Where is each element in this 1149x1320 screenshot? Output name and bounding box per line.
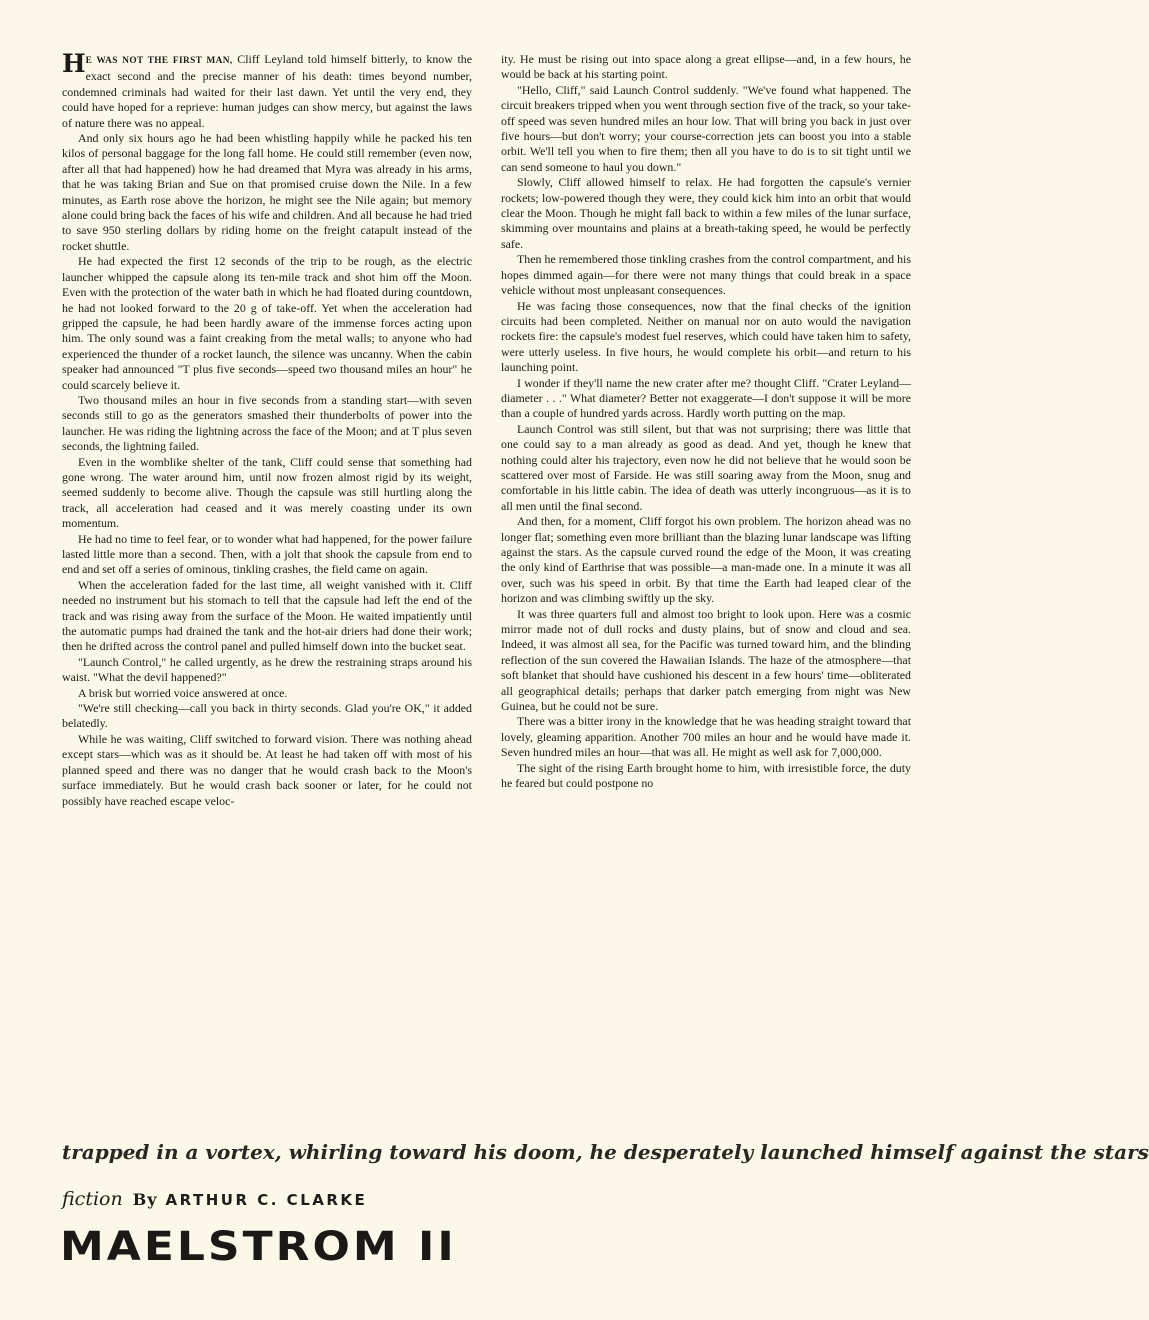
story-paragraph: "Launch Control," he called urgently, as he drew the restraining straps around his waist. "What the devil happened?" bbox=[62, 654, 472, 685]
drop-cap: H bbox=[62, 49, 85, 78]
story-paragraph: Two thousand miles an hour in five seconds from a standing start—with seven seconds still to go as the generators smashed their thunderbolts of power into the launcher. He was riding the lightning across the face of the Moon; and at T plus seven seconds, the lightning failed. bbox=[62, 392, 472, 454]
lead-in: E WAS NOT THE FIRST MAN, bbox=[85, 56, 233, 66]
story-paragraph: "Hello, Cliff," said Launch Control suddenly. "We've found what happened. The circuit breakers tripped when you went through section five of the track, so your take-off speed was seven hundred miles an hour low. That will bring you back in just over five hours—but don't worry; your course-correction jets can boost you into a stable orbit. We'll tell you when to fire them; then all you have to do is to sit tight until we can send someone to haul you down." bbox=[501, 82, 911, 174]
story-paragraph: There was a bitter irony in the knowledge that he was heading straight toward that lovely, gleaming apparition. Another 700 miles an hour and he would have made it. Seven hundred miles an hour—that was all. He might as well ask for 7,000,000. bbox=[501, 714, 911, 760]
story-paragraph: A brisk but worried voice answered at once. bbox=[78, 685, 288, 700]
story-paragraph: He had expected the first 12 seconds of the trip to be rough, as the electric launcher whipped the capsule along its ten-mile track and shot him off the Moon. Even with the protection of the water bath in which he had floated during countdown, he had not looked forward to the 20 g of take-off. Yet when the acceleration had gripped the capsule, he had been hardly aware of the immense forces acting upon him. The only sound was a faint creaking from the metal walls; to anyone who had experienced the thunder of a rocket launch, the silence was uncanny. When the cabin speaker had announced "T plus five seconds—speed two thousand miles an hour" he could scarcely believe it. bbox=[62, 254, 472, 392]
byline-category: fiction bbox=[62, 1188, 123, 1210]
story-paragraph: Slowly, Cliff allowed himself to relax. He had forgotten the capsule's vernier rockets; low-powered though they were, they could kick him into an orbit that would clear the Moon. Though he might fall back to within a few miles of the lunar surface, skimming over mountains and plains at a breath-taking speed, he would be perfectly safe. bbox=[501, 175, 911, 251]
story-paragraph: "We're still checking—call you back in thirty seconds. Glad you're OK," it added belatedly. bbox=[62, 701, 472, 731]
story-paragraph: I wonder if they'll name the new crater after me? thought Cliff. "Crater Leyland—diameter . . ." What diameter? Better not exaggerate—I don't suppose it will be more than a couple of hundred yards across. Hardly worth putting on the map. bbox=[501, 375, 911, 421]
story-paragraph: Then he remembered those tinkling crashes from the control compartment, and his hopes dimmed again—for there were not many things that could break in a space vehicle without most unpleasant consequences. bbox=[501, 252, 911, 298]
byline-author: ARTHUR C. CLARKE bbox=[165, 1191, 368, 1209]
story-paragraph: While he was waiting, Cliff switched to forward vision. There was nothing ahead except stars—which was as it should be. At least he had taken off with most of his planned speed and there was no danger that he would crash back to the Moon's surface immediately. But he would crash back sooner or later, for he could not possibly have reached escape veloc- bbox=[62, 731, 472, 808]
story-paragraph: The sight of the rising Earth brought home to him, with irresistible force, the duty he feared but could postpone no bbox=[501, 760, 911, 791]
story-paragraph: ity. He must be rising out into space along a great ellipse—and, in a few hours, he would be back at his starting point. bbox=[501, 52, 911, 82]
story-tagline: trapped in a vortex, whirling toward his doom, he desperately launched himself against the stars bbox=[62, 1140, 1149, 1164]
byline-by: By bbox=[132, 1190, 158, 1209]
story-paragraph: When the acceleration faded for the last time, all weight vanished with it. Cliff needed no instrument but his stomach to tell that the capsule had left the end of the track and was rising away from the surface of the Moon. He waited impatiently until the automatic pumps had drained the tank and the hot-air driers had done their work; then he drifted across the control panel and pulled himself down into the bucket seat. bbox=[62, 577, 472, 654]
story-paragraph: Even in the womblike shelter of the tank, Cliff could sense that something had gone wrong. The water around him, until now frozen almost rigid by its weight, seemed suddenly to become alive. Though the capsule was still hurtling along the track, all acceleration had ceased and it was merely coasting under its own momentum. bbox=[62, 454, 472, 531]
story-paragraph: He had no time to feel fear, or to wonder what had happened, for the power failure lasted little more than a second. Then, with a jolt that shook the capsule from end to end and set off a series of ominous, tinkling crashes, the field came on again. bbox=[62, 531, 472, 577]
story-paragraph bbox=[62, 49, 472, 131]
story-paragraph: It was three quarters full and almost too bright to look upon. Here was a cosmic mirror made not of dull rocks and dusty plains, but of snow and cloud and sea. Indeed, it was almost all sea, for the Pacific was turned toward him, and the blinding reflection of the sun covered the Hawaiian Islands. The haze of the atmosphere—that soft blanket that should have cushioned his descent in a few hours' time—obliterated all geographical details; perhaps that darker patch emerging from night was New Guinea, but he could not be sure. bbox=[501, 606, 911, 714]
byline bbox=[62, 1188, 367, 1210]
story-paragraph: Launch Control was still silent, but that was not surprising; there was little that one could say to a man already as good as dead. And yet, though he knew that nothing could alter his trajectory, even now he did not believe that he would soon be scattered over most of Farside. He was still soaring away from the Moon, snug and comfortable in his little cabin. The idea of death was utterly incongruous—as it is to all men until the final second. bbox=[501, 421, 911, 513]
story-column-right bbox=[501, 52, 911, 792]
story-paragraph-text: Cliff Leyland told himself bitterly, to know the exact second and the precise manner of his death: times beyond number, condemned criminals had waited for their last dawn. Yet until the very end, they could have hoped for a reprieve: human judges can show mercy, but against the laws of nature there was no appeal. bbox=[62, 52, 472, 130]
story-paragraph: And then, for a moment, Cliff forgot his own problem. The horizon ahead was no longer flat; something even more brilliant than the blazing lunar landscape was lifting against the stars. As the capsule curved round the edge of the Moon, it was creating the only kind of Earthrise that was possible—a man-made one. In a minute it was all over, such was his speed in orbit. By that time the Earth had leaped clear of the horizon and was climbing swiftly up the sky. bbox=[501, 514, 911, 606]
story-paragraph: He was facing those consequences, now that the final checks of the ignition circuits had been completed. Neither on manual nor on auto would the navigation rockets fire: the capsule's modest fuel reserves, which could have taken him to safety, were utterly useless. In five hours, he would complete his orbit—and return to his launching point. bbox=[501, 298, 911, 375]
story-paragraph: And only six hours ago he had been whistling happily while he packed his ten kilos of personal baggage for the long fall home. He could still remember (even now, after all that had happened) how he had dreamed that Myra was already in his arms, that he was taking Brian and Sue on that promised cruise down the Nile. In a few minutes, as Earth rose above the horizon, he might see the Nile again; but memory alone could bring back the faces of his wife and children. And all because he had tried to save 950 sterling dollars by riding home on the freight catapult instead of the rocket shuttle. bbox=[62, 131, 472, 253]
story-column-left bbox=[62, 49, 472, 809]
story-title: MAELSTROM II bbox=[60, 1223, 457, 1270]
